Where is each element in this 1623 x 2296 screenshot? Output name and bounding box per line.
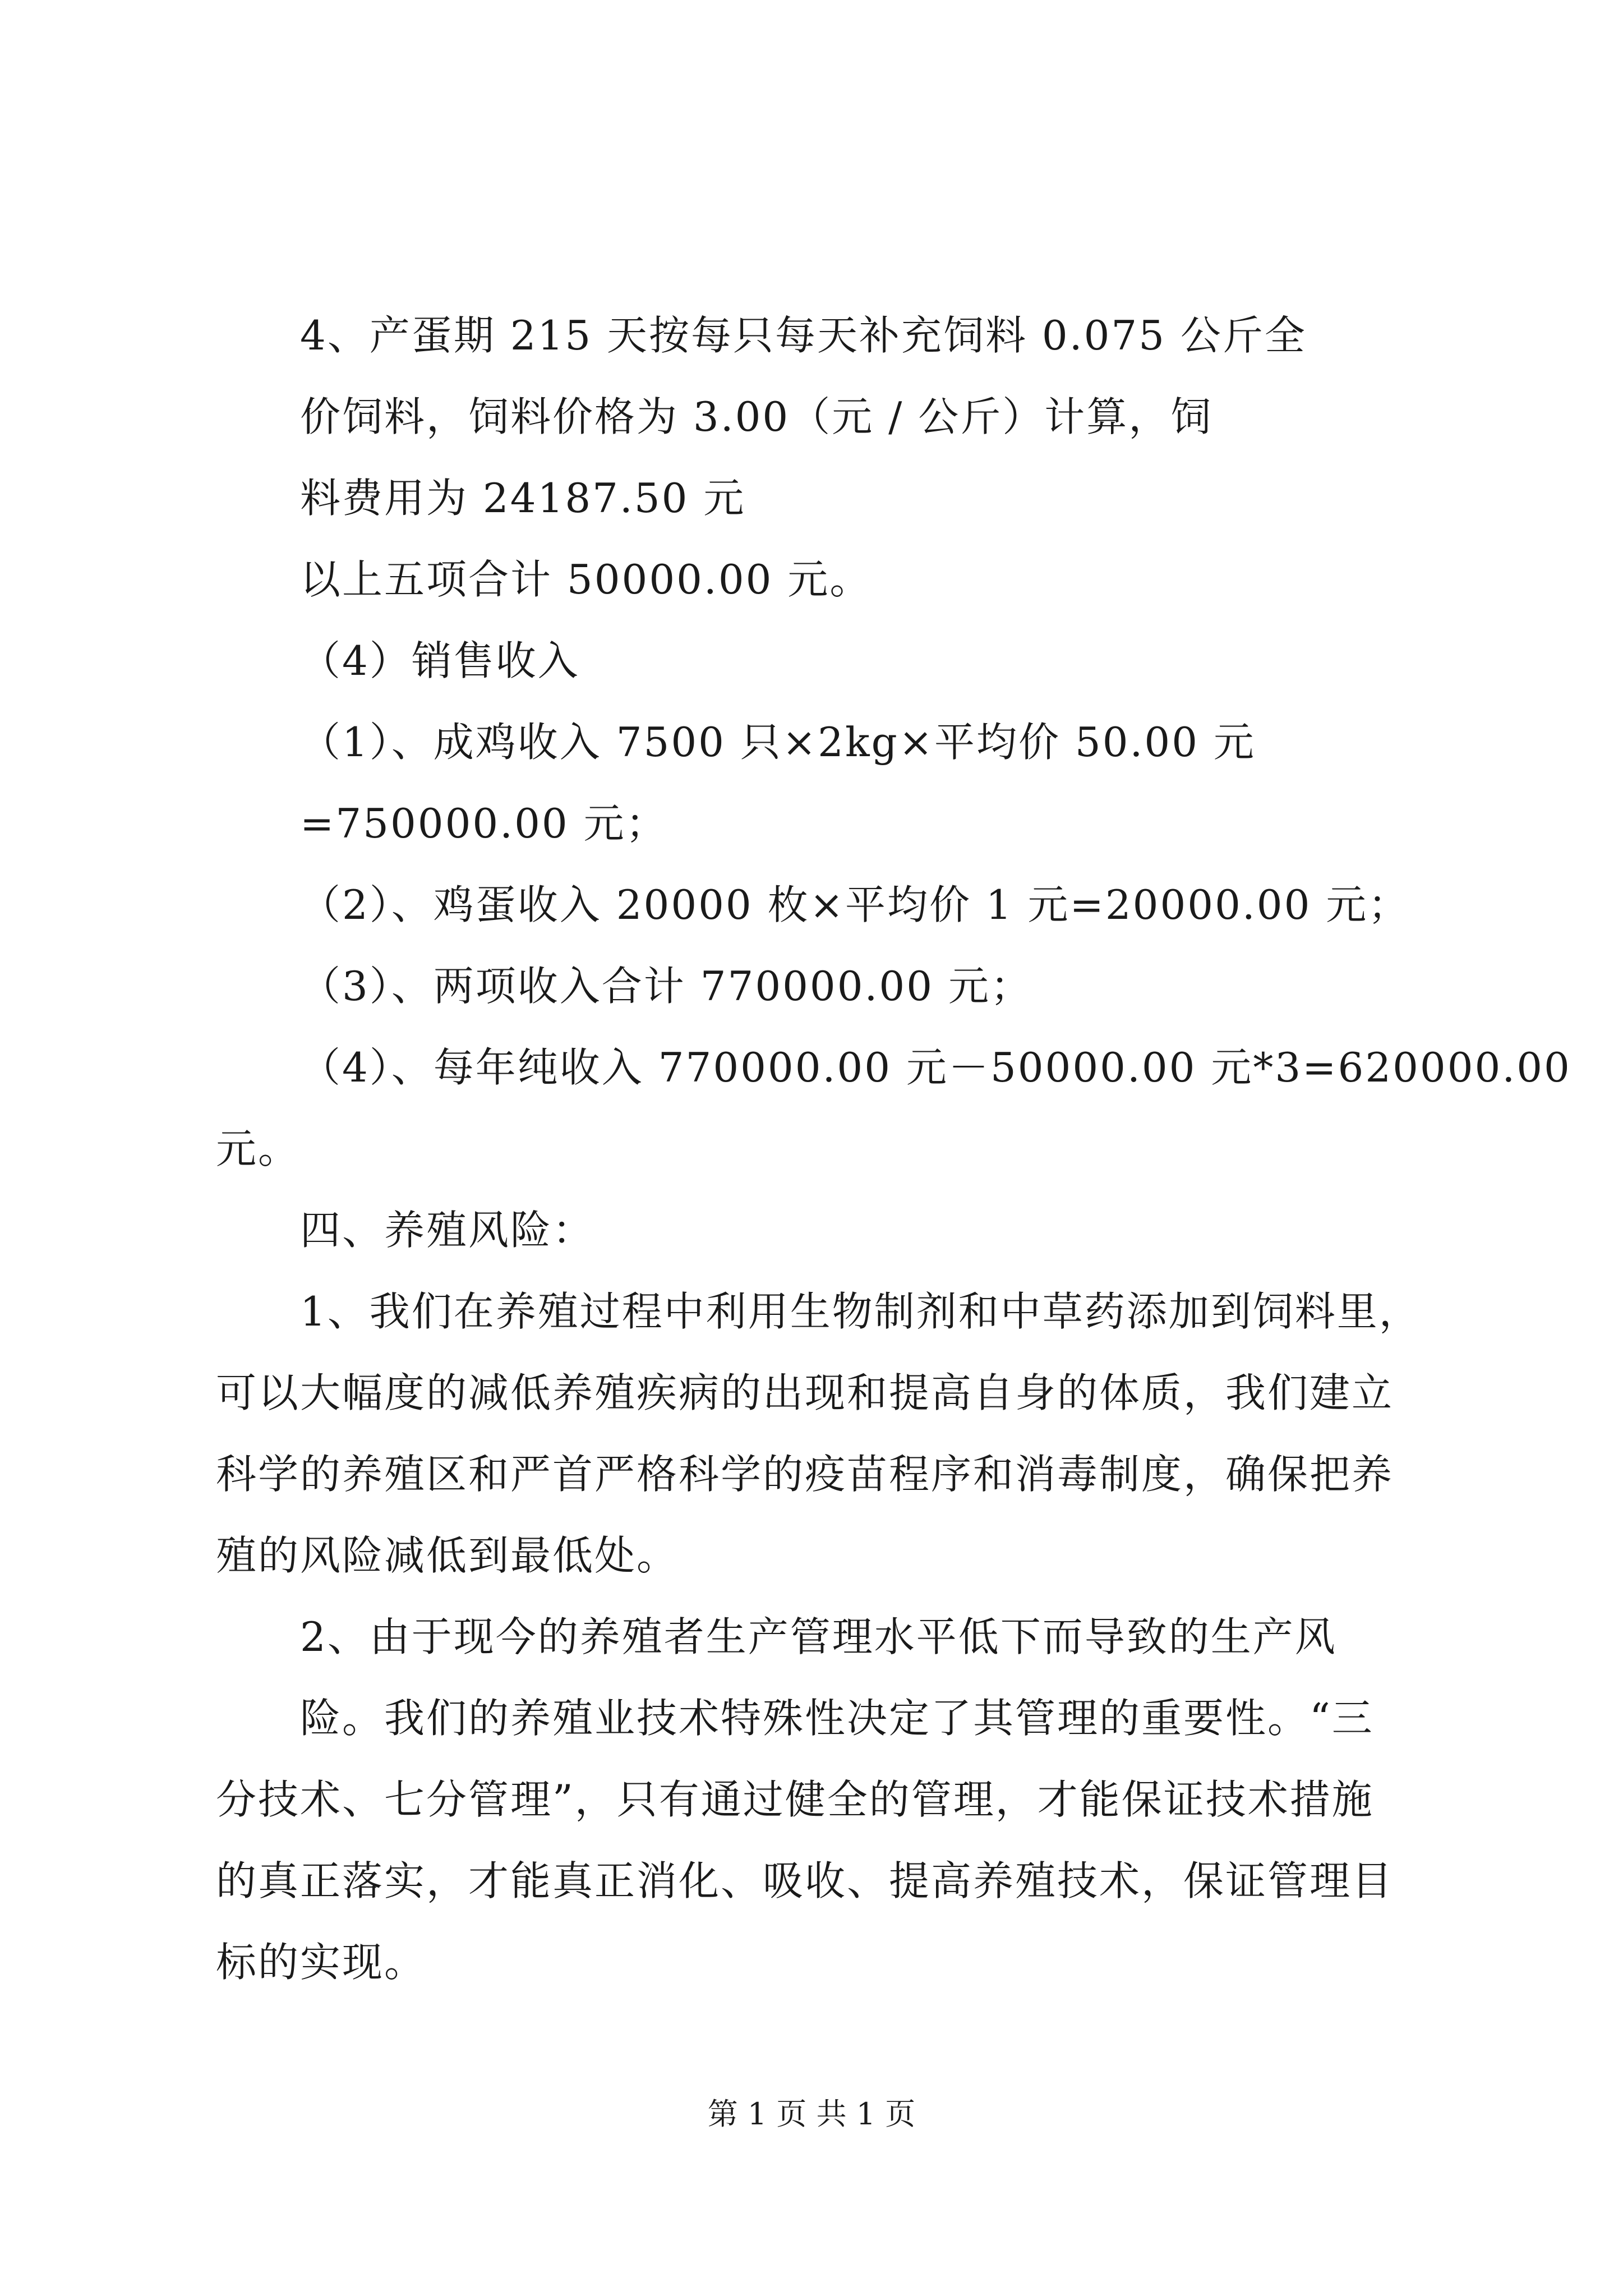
text-line: 险。我们的养殖业技术特殊性决定了其管理的重要性。“三: [300, 1695, 1374, 1742]
text-line: 的真正落实，才能真正消化、吸收、提高养殖技术，保证管理目: [216, 1857, 1394, 1904]
text-line: 价饲料，饲料价格为 3.00（元 / 公斤）计算，饲: [300, 393, 1213, 440]
text-line: （2）、鸡蛋收入 20000 枚×平均价 1 元=20000.00 元；: [300, 881, 1410, 928]
text-line: （3）、两项收入合计 770000.00 元；: [300, 963, 1032, 1010]
text-line: 殖的风险减低到最低处。: [216, 1532, 679, 1579]
text-line: 4、产蛋期 215 天按每只每天补充饲料 0.075 公斤全: [300, 312, 1307, 359]
text-line: 2、由于现今的养殖者生产管理水平低下而导致的生产风: [300, 1613, 1337, 1660]
text-line: 以上五项合计 50000.00 元。: [300, 556, 872, 603]
text-line: 1、我们在养殖过程中利用生物制剂和中草药添加到饲料里，: [300, 1288, 1421, 1335]
section-heading: 四、养殖风险：: [300, 1207, 595, 1254]
section-heading: （4）销售收入: [300, 637, 580, 684]
text-line: 可以大幅度的减低养殖疾病的出现和提高自身的体质，我们建立: [216, 1369, 1394, 1416]
text-line: 元。: [216, 1125, 301, 1172]
page-footer: 第 1 页 共 1 页: [707, 2096, 916, 2132]
text-line: 科学的养殖区和严首严格科学的疫苗程序和消毒制度，确保把养: [216, 1451, 1394, 1498]
text-line: 料费用为 24187.50 元: [300, 475, 746, 522]
text-line: =750000.00 元；: [300, 800, 668, 847]
text-line: （4）、每年纯收入 770000.00 元－50000.00 元*3=620000.00: [300, 1044, 1571, 1091]
text-line: 标的实现。: [216, 1939, 427, 1986]
text-line: 分技术、七分管理”，只有通过健全的管理，才能保证技术措施: [216, 1776, 1374, 1823]
text-line: （1）、成鸡收入 7500 只×2kg×平均价 50.00 元: [300, 719, 1256, 766]
